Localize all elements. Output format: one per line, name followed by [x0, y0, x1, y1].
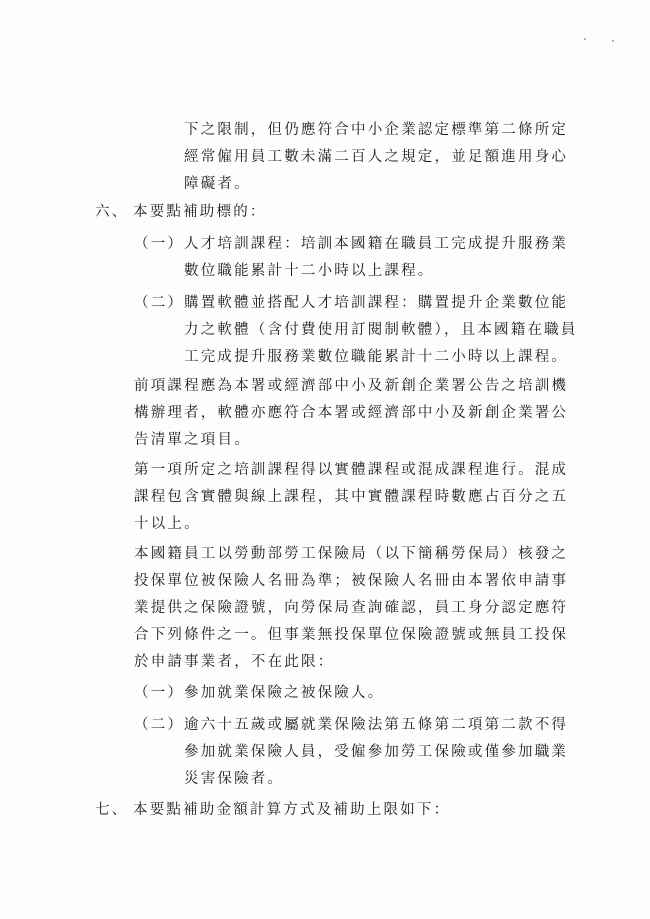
section-six-title: 本要點補助標的：	[133, 204, 267, 220]
paragraph-two-line: 課程包含實體與線上課程，其中實體課程時數應占百分之五	[134, 489, 569, 505]
item-two-line: 購置軟體並搭配人才培訓課程：購置提升企業數位能	[184, 295, 569, 311]
scan-speck	[584, 38, 586, 40]
paragraph-two-line: 第一項所定之培訓課程得以實體課程或混成課程進行。混成	[134, 462, 569, 478]
paragraph-one-line: 告清單之項目。	[134, 432, 251, 448]
condition-two-line: 災害保險者。	[184, 771, 285, 787]
condition-two-line: 逾六十五歲或屬就業保險法第五條第二項第二款不得	[184, 717, 569, 733]
paragraph-three-line: 於申請事業者，不在此限：	[134, 654, 335, 670]
condition-two-marker: （二）	[134, 717, 185, 733]
paragraph-one-line: 前項課程應為本署或經濟部中小及新創企業署公告之培訓機	[134, 378, 569, 394]
item-one-line: 人才培訓課程：培訓本國籍在職員工完成提升服務業	[184, 236, 569, 252]
condition-one-line: 參加就業保險之被保險人。	[184, 685, 385, 701]
section-seven-title: 本要點補助金額計算方式及補助上限如下：	[133, 802, 451, 818]
continuation-line: 經常僱用員工數未滿二百人之規定，並足額進用身心	[184, 149, 569, 165]
paragraph-three-line: 業提供之保險證號，向勞保局查詢確認，員工身分認定應符	[134, 600, 569, 616]
item-two-line: 力之軟體（含付費使用訂閱制軟體），且本國籍在職員	[184, 322, 578, 338]
item-two-line: 工完成提升服務業數位職能累計十二小時以上課程。	[184, 349, 569, 365]
paragraph-three-line: 合下列條件之一。但事業無投保單位保險證號或無員工投保	[134, 627, 569, 643]
paragraph-one-line: 構辦理者，軟體亦應符合本署或經濟部中小及新創企業署公	[134, 405, 569, 421]
condition-two-line: 參加就業保險人員，受僱參加勞工保險或僅參加職業	[184, 744, 569, 760]
section-seven-number: 七、	[95, 802, 129, 818]
condition-one-marker: （一）	[134, 685, 185, 701]
section-six-number: 六、	[95, 204, 129, 220]
continuation-line: 障礙者。	[184, 176, 251, 192]
item-two-marker: （二）	[134, 295, 185, 311]
item-one-line: 數位職能累計十二小時以上課程。	[184, 263, 435, 279]
paragraph-three-line: 本國籍員工以勞動部勞工保險局（以下簡稱勞保局）核發之	[134, 546, 569, 562]
paragraph-three-line: 投保單位被保險人名冊為準；被保險人名冊由本署依申請事	[134, 573, 569, 589]
scan-speck	[612, 40, 614, 42]
paragraph-two-line: 十以上。	[134, 516, 201, 532]
continuation-line: 下之限制，但仍應符合中小企業認定標準第二條所定	[184, 122, 569, 138]
item-one-marker: （一）	[134, 236, 185, 252]
